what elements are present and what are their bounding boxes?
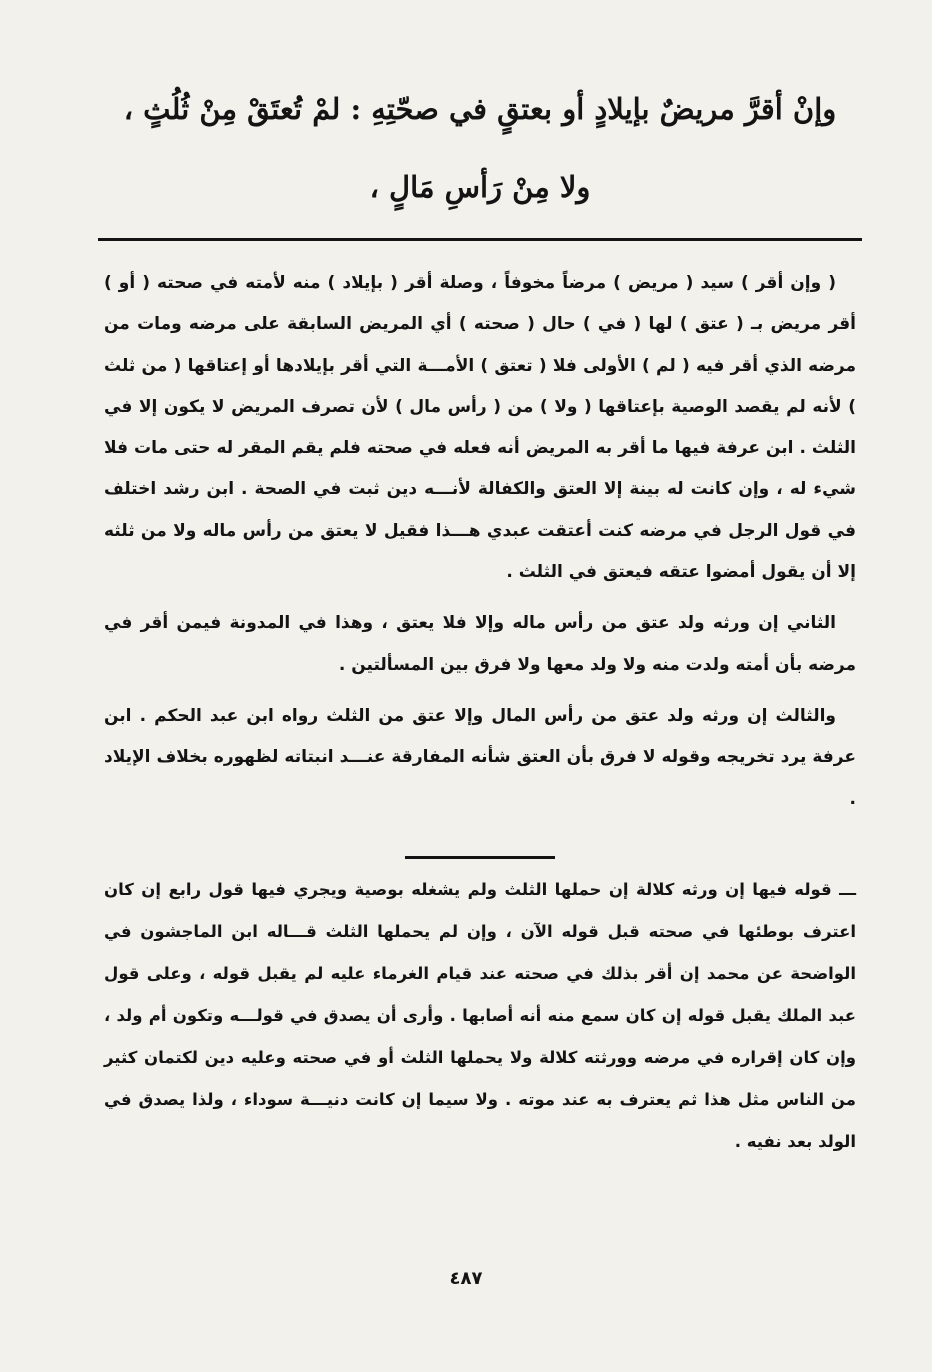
commentary-paragraph-1: ( وإن أقر ) سيد ( مريض ) مرضاً مخوفاً ، وصلة أقر ( بإيلاد ) منه لأمته في صحته ( أو ) أقر مريض بـ ( عتق ) لها ( في ) حال ( صحته ) أي المريض السابقة على مرضه ومات من مرضه الذي أقر فيه ( لم ) الأولى فلا ( تعتق ) الأمـــة التي أقر بإيلادها أو إعتاقها ( من ثلث ) لأنه لم يقصد الوصية بإعتاقها ( ولا ) من ( رأس مال ) لأن تصرف المريض لا يكون إلا في الثلث . ابن عرفة فيها ما أقر به المريض أنه فعله في صحته فلم يقم المقر له حتى مات فلا شيء له ، وإن كانت له بينة إلا العتق والكفالة لأنـــه دين ثبت في الصحة . ابن رشد اختلف في قول الرجل في مرضه كنت أعتقت عبدي هـــذا فقيل لا يعتق من رأس ماله ولا من ثلثه إلا أن يقول أمضوا عتقه فيعتق في الثلث .: [104, 273, 856, 583]
footnote-divider: [405, 856, 555, 859]
footnote-paragraph: ـــ قوله فيها إن ورثه كلالة إن حملها الثلث ولم يشغله بوصية ويجري فيها قول رابع إن كان اعترف بوطئها في صحته قبل قوله الآن ، وإن لم يحملها الثلث قـــاله ابن الماجشون في الواضحة عن محمد إن أقر بذلك في صحته عند قيام الغرماء عليه لم يقبل قوله ، وعلى قول عبد الملك يقبل قوله إن كان سمع منه أنه أصابها . وأرى أن يصدق في قولـــه وتكون أم ولد ، وإن كان إقراره في مرضه وورثته كلالة ولا يحملها الثلث أو في صحته وعليه دين لكتمان كثير من الناس مثل هذا ثم يعترف به عند موته . ولا سيما إن كانت دنيـــة سوداء ، ولذا يصدق في الولد بعد نفيه .: [104, 879, 856, 1151]
main-text-line-2: ولا مِنْ رَأسِ مَالٍ ،: [369, 170, 591, 204]
main-text-line-1: وإنْ أقرَّ مريضٌ بإيلادٍ أو بعتقٍ في صحّتِهِ : لمْ تُعتَقْ مِنْ ثُلُثٍ ،: [123, 92, 837, 126]
top-divider: [98, 238, 862, 241]
commentary-paragraph-2: الثاني إن ورثه ولد عتق من رأس ماله وإلا فلا يعتق ، وهذا في المدونة فيمن أقر في مرضه بأن أمته ولدت منه ولا ولد معها ولا فرق بين المسألتين .: [104, 613, 856, 675]
commentary-block: [104, 263, 856, 820]
footnotes-block: [104, 869, 856, 1163]
main-text-block: [104, 70, 856, 226]
page-number: ٤٨٧: [449, 1268, 483, 1289]
commentary-paragraph-3: والثالث إن ورثه ولد عتق من رأس المال وإلا عتق من الثلث رواه ابن عبد الحكم . ابن عرفة يرد تخريجه وقوله لا فرق بأن العتق شأنه المفارقة عنـــد انبتاته لظهوره بخلاف الإيلاد .: [104, 705, 856, 809]
